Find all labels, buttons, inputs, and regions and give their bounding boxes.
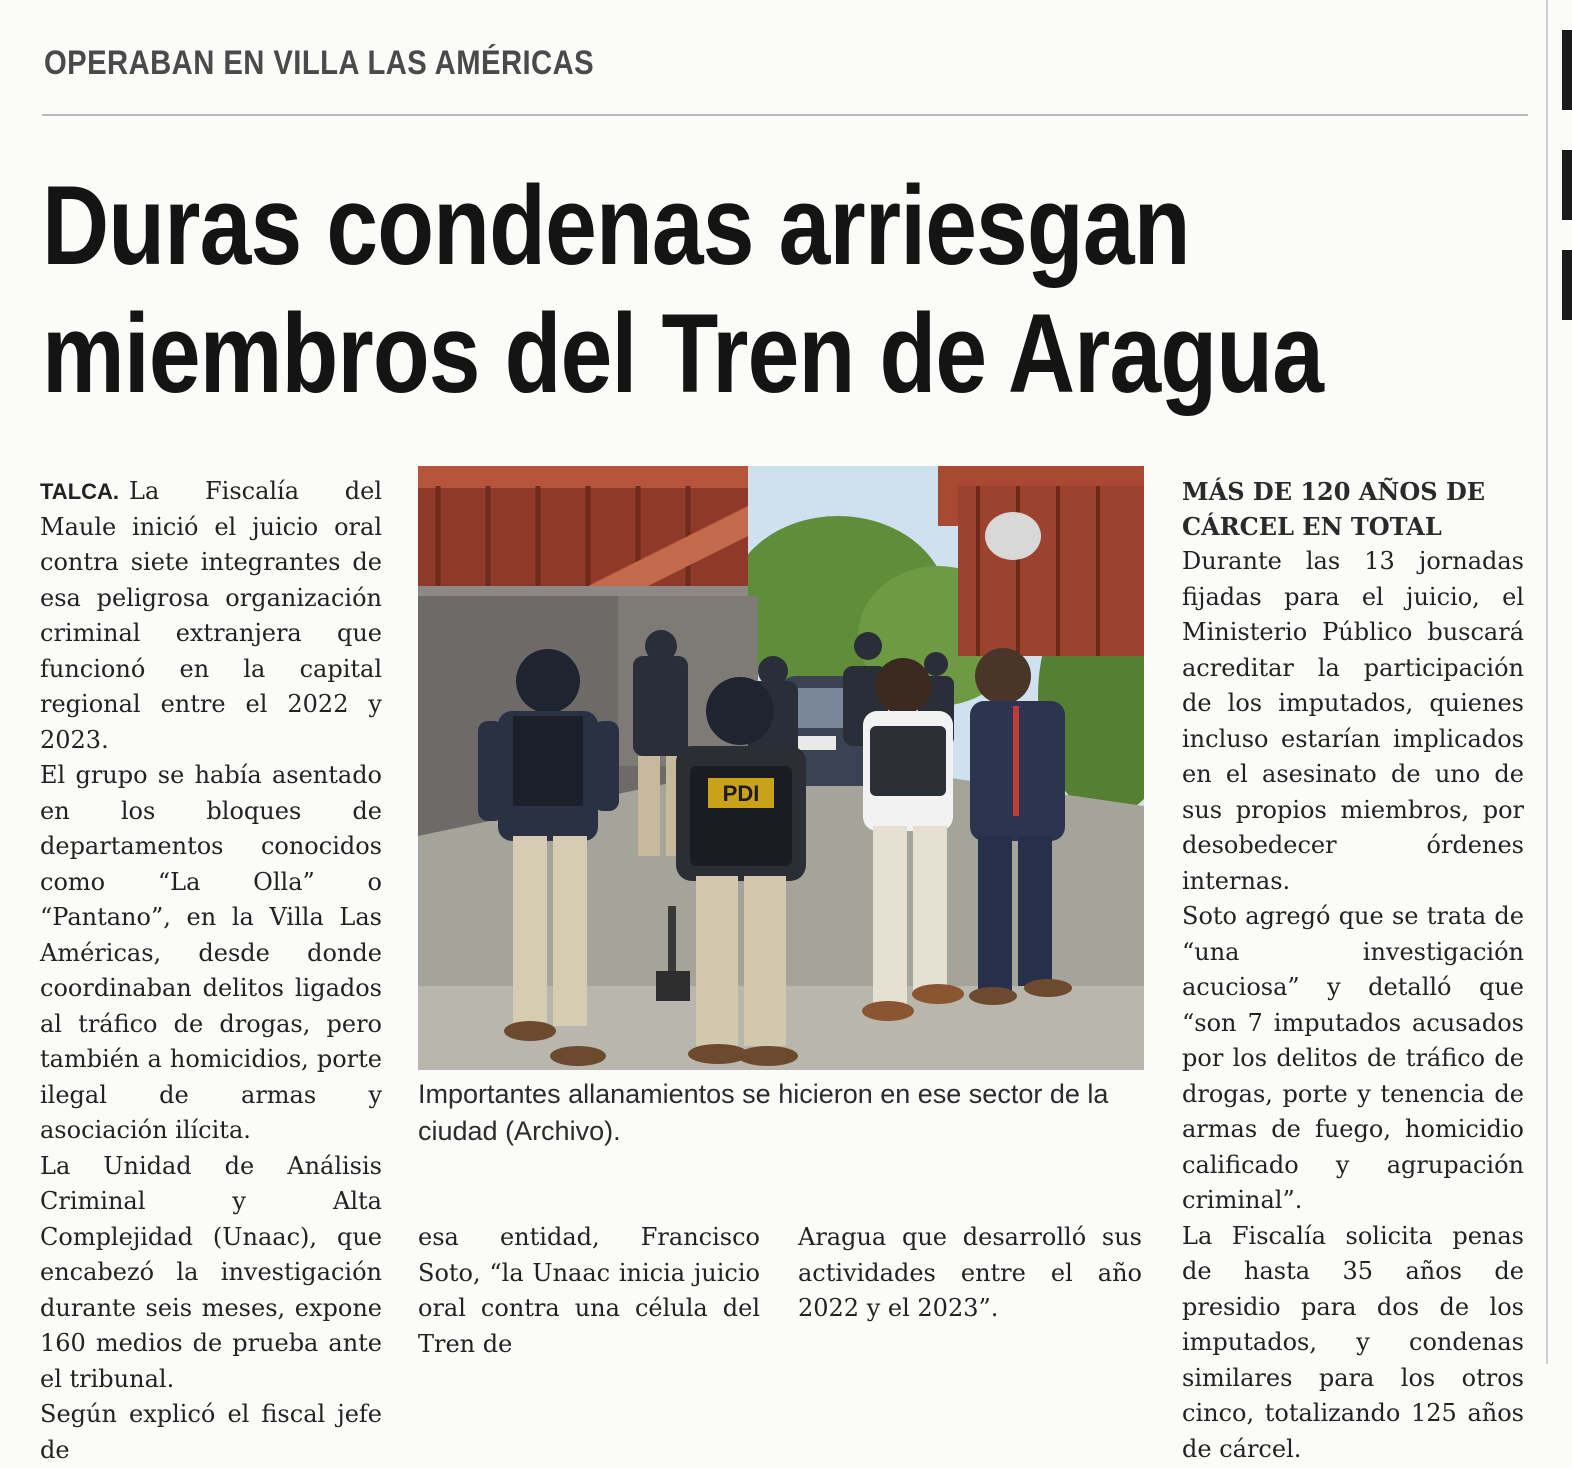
- kicker-divider: [42, 114, 1528, 116]
- adjacent-page-edge: [1554, 0, 1572, 1364]
- photo-caption: Importantes allanamientos se hicieron en ese sector de la ciudad (Archivo).: [418, 1079, 1109, 1146]
- article-column-3: [798, 1220, 1142, 1327]
- news-photo: [418, 466, 1144, 1070]
- article-column-2: [418, 1220, 760, 1362]
- dateline: TALCA.: [40, 479, 120, 504]
- edge-bar-3: [1562, 250, 1572, 320]
- edge-bar-2: [1562, 150, 1572, 220]
- photo-illustration: [418, 466, 1144, 1070]
- paragraph-3: La Unidad de Análisis Criminal y Alta Complejidad (Unaac), que encabezó la investigación durante seis meses, expone 160 medios de prueba ante el tribunal.: [40, 1151, 382, 1393]
- lead-paragraph: [40, 474, 382, 758]
- paragraph-6: Soto agregó que se trata de “una investigación acuciosa” y detalló que “son 7 imputados acusados por los delitos de tráfico de drogas, porte y tenencia de armas de fuego, homicidio calificado y agrupación criminal”.: [1182, 902, 1524, 1214]
- paragraph-5: Durante las 13 jornadas fijadas para el juicio, el Ministerio Público buscará acreditar la participación de los imputados, quienes incluso estarían implicados en el asesinato de uno de sus propios miembros, por desobedecer órdenes internas.: [1182, 547, 1524, 895]
- headline-line-1: Duras condenas arriesgan: [42, 163, 1190, 288]
- article-column-1: [40, 474, 382, 1468]
- vest-pdi-label: PDI: [722, 781, 760, 806]
- column-edge-divider: [1546, 0, 1548, 1364]
- headline: [42, 162, 1522, 418]
- column-3-text: Aragua que desarrolló sus actividades entre el año 2022 y el 2023”.: [798, 1223, 1142, 1322]
- paragraph-7: La Fiscalía solicita penas de hasta 35 años de presidio para dos de los imputados, y condenas similares para los otros cinco, totalizando 125 años de cárcel.: [1182, 1221, 1524, 1463]
- headline-line-2: miembros del Tren de Aragua: [42, 291, 1324, 416]
- paragraph-4: Según explicó el fiscal jefe de: [40, 1400, 382, 1464]
- section-kicker: OPERABAN EN VILLA LAS AMÉRICAS: [44, 44, 595, 82]
- column-2-text: esa entidad, Francisco Soto, “la Unaac inicia juicio oral contra una célula del Tren de: [418, 1223, 760, 1358]
- article-column-4: [1182, 474, 1524, 1467]
- paragraph-2: El grupo se había asentado en los bloques de departamentos conocidos como “La Olla” o “Pantano”, en la Villa Las Américas, desde donde coordinaban delitos ligados al tráfico de drogas, pero también a homicidios, porte ilegal de armas y asociación ilícita.: [40, 761, 382, 1144]
- paragraph-1-text: La Fiscalía del Maule inició el juicio oral contra siete integrantes de esa peligrosa organización criminal extranjera que funcionó en la capital regional entre el 2022 y 2023.: [40, 477, 382, 754]
- edge-bar-1: [1562, 30, 1572, 110]
- subheading: MÁS DE 120 AÑOS DE CÁRCEL EN TOTAL: [1182, 477, 1486, 541]
